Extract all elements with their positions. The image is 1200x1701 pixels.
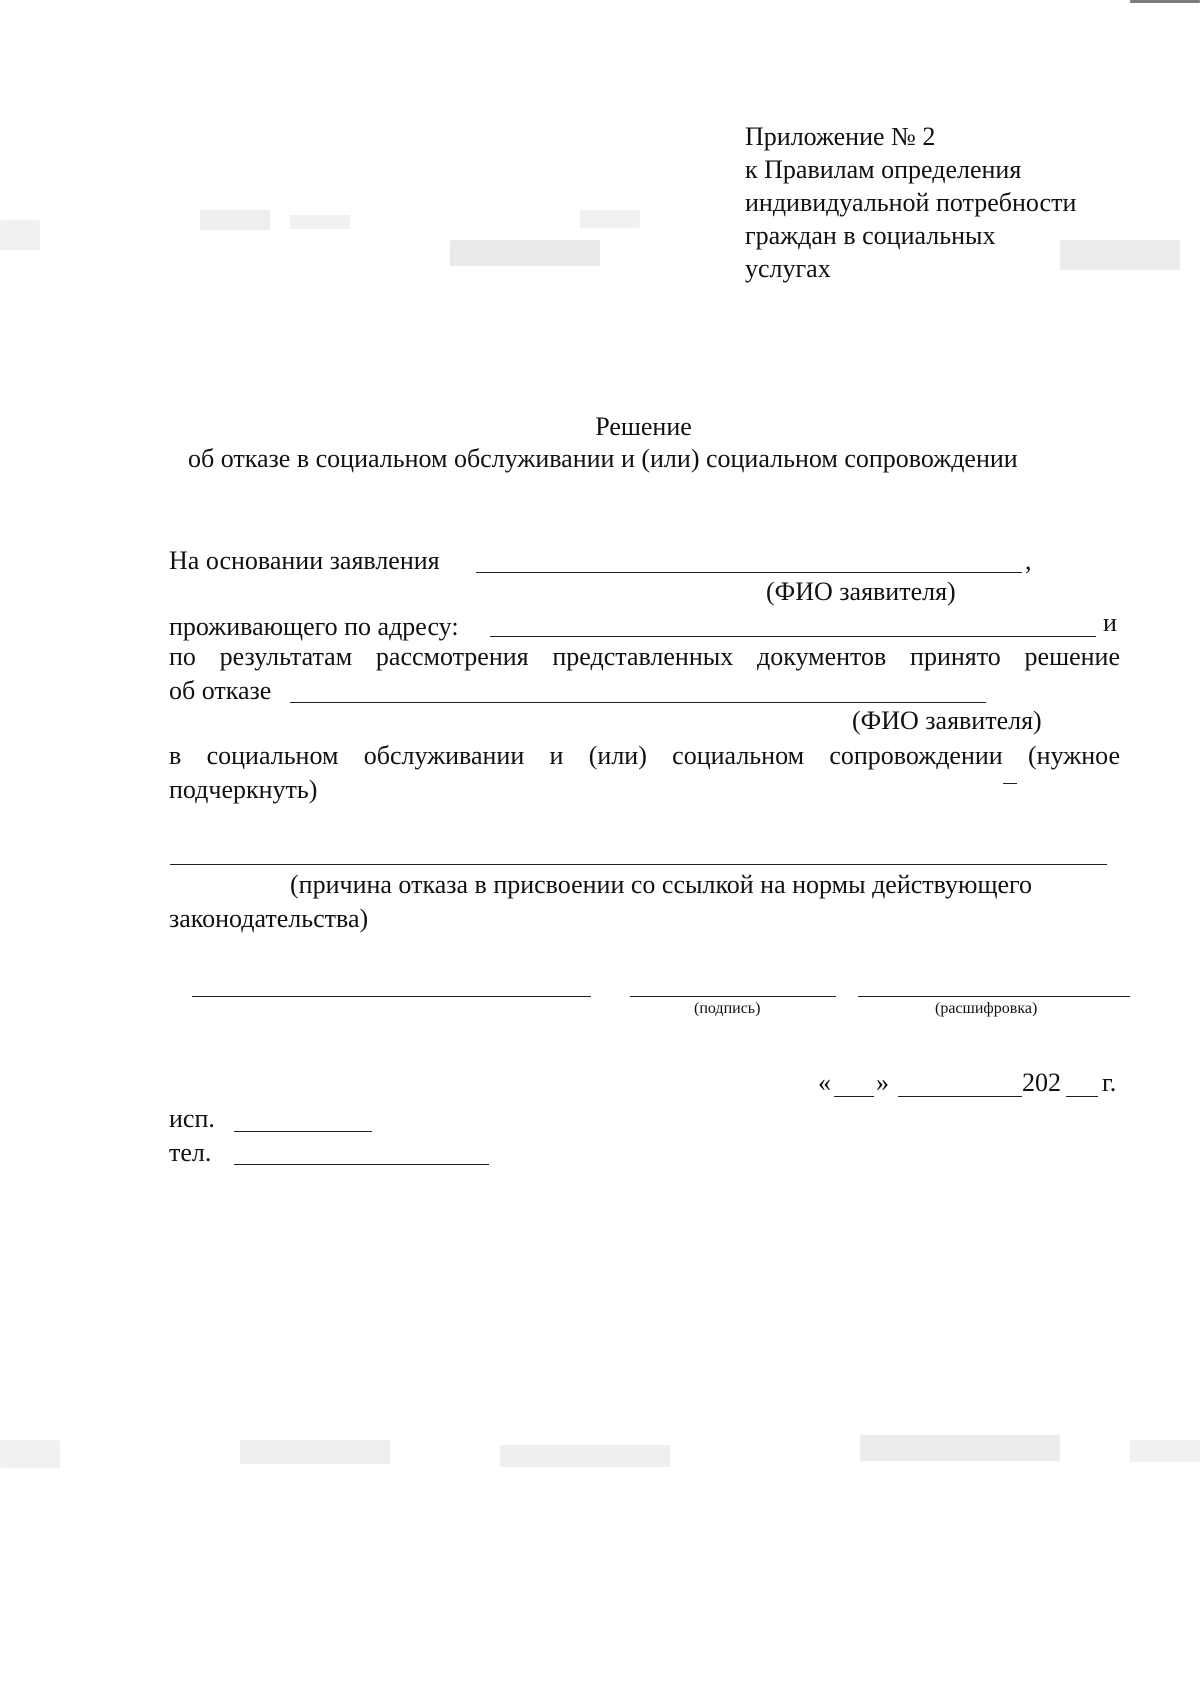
signature-field[interactable] bbox=[630, 996, 836, 997]
refusal-label: об отказе bbox=[169, 676, 272, 705]
phone-field[interactable] bbox=[234, 1164, 489, 1165]
executor-field[interactable] bbox=[234, 1131, 372, 1132]
services-line: в социальном обслуживании и (или) социальном сопровождении (нужное bbox=[169, 741, 1120, 770]
date-close-quote: » bbox=[876, 1068, 889, 1097]
results-line: по результатам рассмотрения представленных документов принято решение bbox=[169, 642, 1120, 671]
appendix-line: Приложение № 2 bbox=[745, 122, 936, 151]
date-year-suffix: г. bbox=[1102, 1068, 1117, 1097]
dash-mark bbox=[1003, 783, 1017, 784]
refusal-name-field[interactable] bbox=[290, 702, 986, 703]
phone-label: тел. bbox=[169, 1138, 212, 1167]
position-field[interactable] bbox=[192, 996, 591, 997]
address-field[interactable] bbox=[490, 636, 1096, 637]
fio-caption: (ФИО заявителя) bbox=[766, 577, 956, 606]
date-month-field[interactable] bbox=[898, 1096, 1022, 1097]
document-subtitle: об отказе в социальном обслуживании и (или) социальном сопровождении bbox=[188, 444, 1018, 473]
basis-comma: , bbox=[1025, 546, 1032, 575]
date-day-field[interactable] bbox=[834, 1096, 874, 1097]
appendix-line: к Правилам определения bbox=[745, 155, 1022, 184]
reason-field[interactable] bbox=[170, 864, 1107, 865]
date-open-quote: « bbox=[818, 1068, 831, 1097]
applicant-name-field[interactable] bbox=[476, 572, 1022, 573]
date-year-prefix: 202 bbox=[1022, 1068, 1061, 1097]
appendix-line: услугах bbox=[745, 254, 831, 283]
document-title: Решение bbox=[595, 412, 692, 441]
signature-caption: (подпись) bbox=[694, 1000, 761, 1017]
fio-caption: (ФИО заявителя) bbox=[852, 706, 1042, 735]
appendix-line: граждан в социальных bbox=[745, 221, 996, 250]
address-label: проживающего по адресу: bbox=[169, 612, 459, 641]
executor-label: исп. bbox=[169, 1104, 215, 1133]
decode-field[interactable] bbox=[858, 996, 1130, 997]
address-and: и bbox=[1103, 608, 1117, 637]
services-line-2: подчеркнуть) bbox=[169, 775, 318, 804]
decode-caption: (расшифровка) bbox=[935, 1000, 1038, 1017]
basis-label: На основании заявления bbox=[169, 546, 440, 575]
reason-caption-2: законодательства) bbox=[169, 904, 369, 933]
date-year-field[interactable] bbox=[1066, 1096, 1098, 1097]
appendix-line: индивидуальной потребности bbox=[745, 188, 1077, 217]
reason-caption: (причина отказа в присвоении со ссылкой на нормы действующего bbox=[290, 870, 1033, 899]
